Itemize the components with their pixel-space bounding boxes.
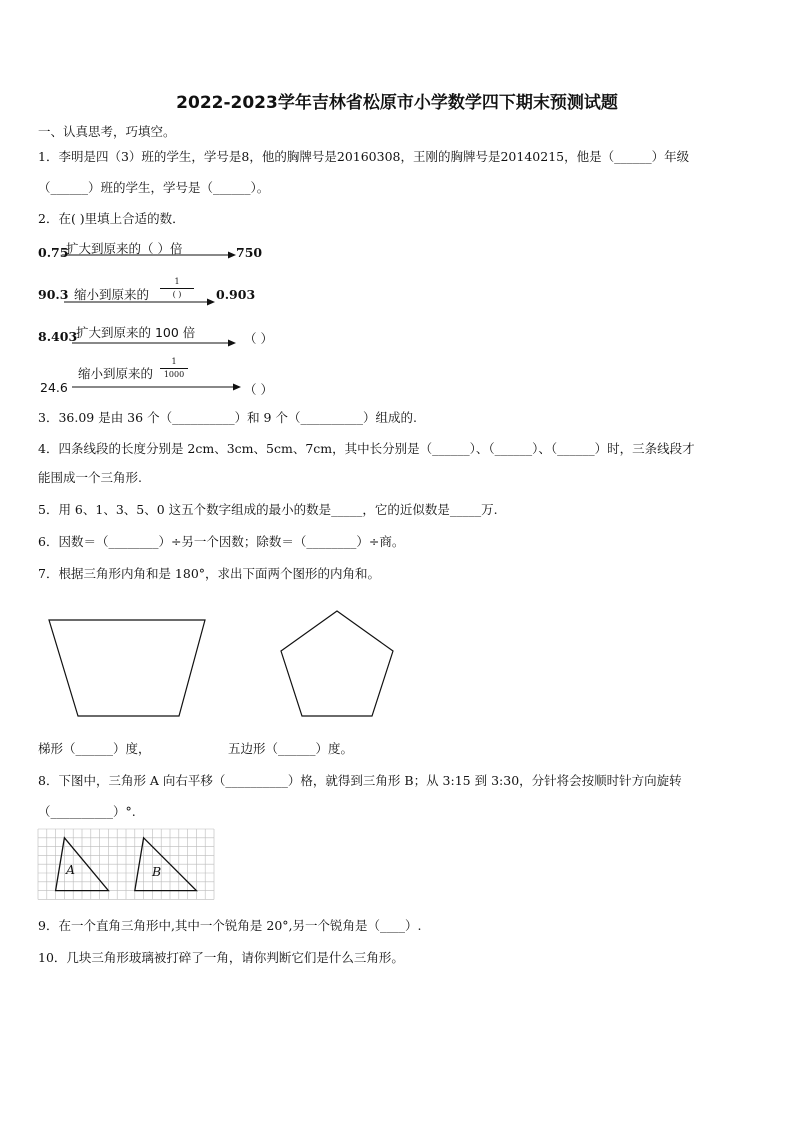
q2-row1-left-number: 0.75 [38, 245, 69, 260]
q2-row2-arrow-label: 缩小到原来的 [74, 287, 150, 302]
q2-row4-answer-blank: （ ） [244, 382, 273, 397]
q2-row3-arrow-label: 扩大到原来的 100 倍 [76, 325, 196, 340]
trapezoid-answer-label: 梯形（______）度， [38, 741, 151, 756]
question-8-line-1: 8．下图中，三角形 A 向右平移（__________）格，就得到三角形 B；从 3:15 到 3:30，分针将会按顺时针方向旋转 [38, 773, 682, 788]
q2-row1-right-number: 750 [236, 245, 263, 260]
pentagon-answer-label: 五边形（______）度。 [228, 741, 354, 756]
question-4-line-2: 能围成一个三角形. [38, 470, 142, 485]
question-1-line-1: 1．李明是四（3）班的学生，学号是8，他的胸牌号是20160308，王刚的胸牌号是20140215，他是（______）年级 [38, 149, 690, 164]
question-4-line-1: 4．四条线段的长度分别是 2cm、3cm、5cm、7cm，其中长分别是（______）、（______）、（______）时，三条线段才 [38, 441, 695, 456]
trapezoid-shape [49, 620, 205, 716]
q2-row2-fraction-numerator: 1 [174, 277, 180, 286]
question-6: 6．因数＝（________）÷另一个因数；除数＝（________）÷商。 [38, 534, 405, 549]
pentagon-shape [281, 611, 393, 716]
q2-row1-arrow-label: 扩大到原来的（ ）倍 [66, 241, 183, 256]
section-heading: 一、认真思考，巧填空。 [38, 124, 176, 139]
q2-row2-right-number: 0.903 [216, 287, 256, 302]
question-8-grid-figure [38, 829, 214, 901]
question-7-prompt: 7．根据三角形内角和是 180°，求出下面两个图形的内角和。 [38, 566, 381, 581]
triangle-b-label: B [152, 864, 162, 879]
q2-row2-fraction-denominator: ( ) [172, 290, 182, 299]
question-2-prompt: 2．在( )里填上合适的数． [38, 211, 185, 226]
question-8-line-2: （__________）°. [38, 804, 136, 819]
triangle-a-label: A [66, 862, 76, 877]
question-10: 10．几块三角形玻璃被打碎了一角，请你判断它们是什么三角形。 [38, 950, 404, 965]
question-9: 9．在一个直角三角形中,其中一个锐角是 20°,另一个锐角是（____）. [38, 918, 422, 933]
question-1-line-2: （______）班的学生，学号是（______）。 [38, 180, 270, 195]
q2-row3-left-number: 8.403 [38, 329, 78, 344]
question-5: 5．用 6、1、3、5、0 这五个数字组成的最小的数是_____，它的近似数是_____万. [38, 502, 498, 517]
q2-row3-answer-blank: （ ） [244, 331, 273, 346]
q2-row4-arrow-label: 缩小到原来的 [78, 366, 154, 381]
q2-row4-fraction-denominator: 1000 [163, 370, 185, 379]
question-3: 3．36.09 是由 36 个（__________）和 9 个（__________）组成的. [38, 410, 417, 425]
page-title: 2022-2023学年吉林省松原市小学数学四下期末预测试题 [176, 93, 618, 113]
q2-row4-fraction-numerator: 1 [171, 357, 177, 366]
q2-row4-left-number: 24.6 [40, 380, 68, 395]
q2-row2-left-number: 90.3 [38, 287, 69, 302]
